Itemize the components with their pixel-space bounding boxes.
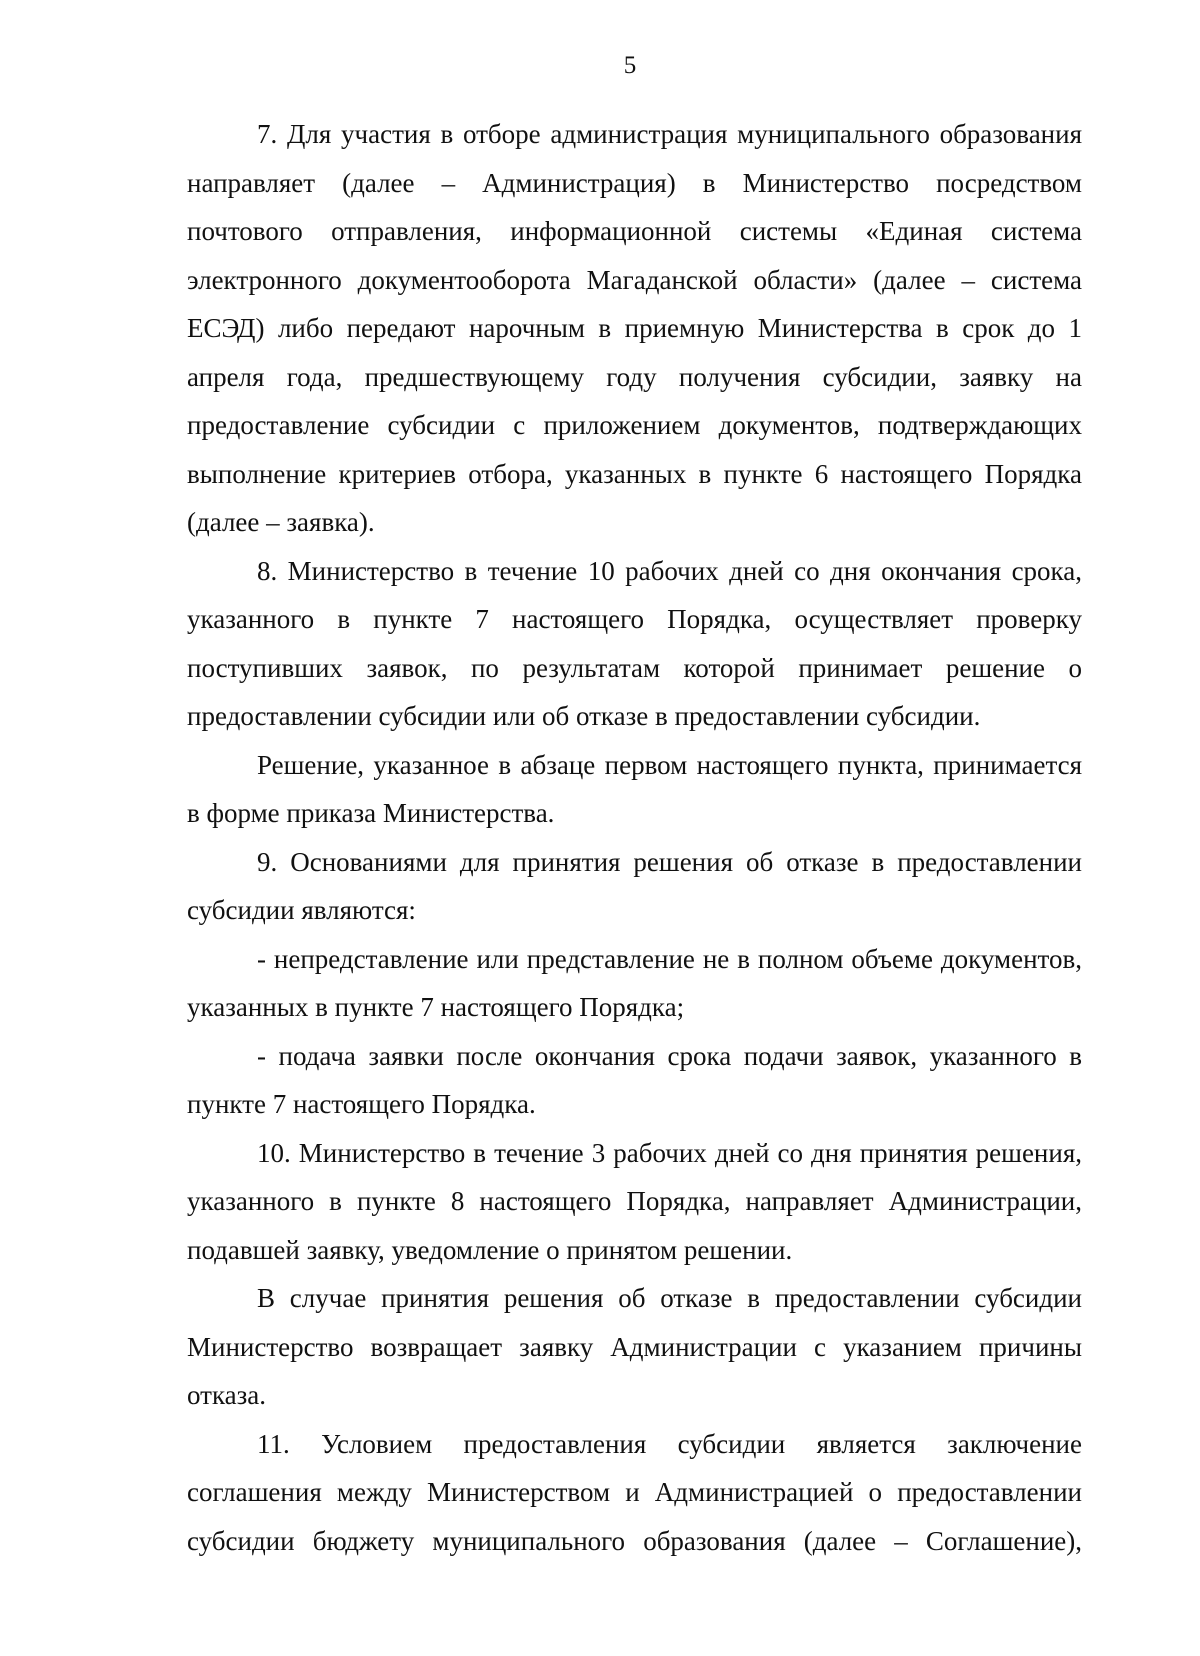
paragraph-9-item-2: - подача заявки после окончания срока подачи заявок, указанного в пункте 7 настоящего Порядка.	[187, 1040, 1082, 1119]
paragraph-8: 8. Министерство в течение 10 рабочих дней со дня окончания срока, указанного в пункте 7 настоящего Порядка, осуществляет проверку поступивших заявок, по результатам которой принимает решение о предоставлении субсидии или об отказе в предоставлении субсидии.	[187, 555, 1082, 731]
paragraph-10-refusal: В случае принятия решения об отказе в предоставлении субсидии Министерство возвращает заявку Администрации с указанием причины отказа.	[187, 1283, 1082, 1410]
paragraph-9-item-1: - непредставление или представление не в полном объеме документов, указанных в пункте 7 настоящего Порядка;	[187, 943, 1082, 1022]
paragraph-9: 9. Основаниями для принятия решения об отказе в предоставлении субсидии являются:	[187, 846, 1082, 925]
paragraph-10: 10. Министерство в течение 3 рабочих дней со дня принятия решения, указанного в пункте 8 настоящего Порядка, направляет Администрации, подавшей заявку, уведомление о принятом решении.	[187, 1137, 1082, 1265]
paragraph-7: 7. Для участия в отборе администрация муниципального образования направляет (далее – Администрация) в Министерство посредством почтового отправления, информационной системы «Единая система электронного документооборота Магаданской области» (далее – система ЕСЭД) либо передают нарочным в приемную Министерства в срок до 1 апреля года, предшествующему году получения субсидии, заявку на предоставление субсидии с приложением документов, подтверждающих выполнение критериев отбора, указанных в пункте 6 настоящего Порядка (далее – заявка).	[187, 119, 1082, 537]
page-number: 5	[623, 52, 637, 79]
document-body	[187, 110, 1082, 1565]
paragraph-8-decision: Решение, указанное в абзаце первом настоящего пункта, принимается в форме приказа Министерства.	[187, 749, 1082, 828]
paragraph-11: 11. Условием предоставления субсидии является заключение соглашения между Министерством и Администрацией о предоставлении субсидии бюджету муниципального образования (далее – Соглашение),	[187, 1428, 1082, 1556]
